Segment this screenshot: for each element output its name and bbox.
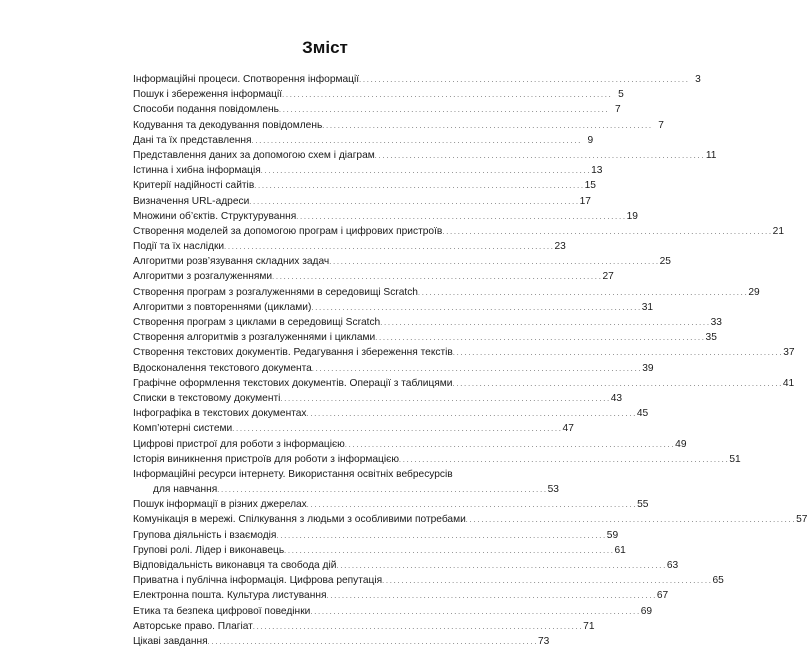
- toc-entry-title: Створення програм з розгалуженнями в середовищі Scratch: [133, 286, 418, 298]
- toc-page-number: 19: [626, 210, 638, 222]
- toc-dot-leader: [307, 497, 636, 513]
- toc-entry-title: Групова діяльність і взаємодія: [133, 529, 277, 541]
- toc-dot-leader: [253, 619, 582, 635]
- toc-entry-title: Події та їх наслідки: [133, 241, 225, 253]
- toc-dot-leader: [282, 87, 611, 103]
- toc-entry-title: Вдосконалення текстового документа: [133, 362, 312, 374]
- toc-entry: [133, 437, 687, 452]
- toc-page-number: 25: [659, 256, 671, 268]
- toc-dot-leader: [217, 482, 546, 498]
- toc-page-number: 35: [705, 332, 717, 344]
- toc-page-number: 7: [614, 104, 621, 116]
- toc-entry: [133, 254, 671, 269]
- toc-entry-title: Алгоритми з розгалуженнями: [133, 271, 273, 283]
- toc-entry: [133, 178, 596, 193]
- toc-page-number: 3: [695, 74, 701, 85]
- toc-entry-title: Комп’ютерні системи: [133, 423, 233, 435]
- toc-entry: [133, 497, 649, 512]
- toc-entry-title: для навчання: [153, 484, 218, 496]
- toc-dot-leader: [307, 406, 636, 422]
- toc-dot-leader: [336, 558, 665, 574]
- toc-page-number: 47: [562, 423, 574, 435]
- toc-entry: [133, 558, 679, 573]
- toc-entry-title: Способи подання повідомлень: [133, 104, 279, 116]
- toc-dot-leader: [418, 285, 747, 301]
- toc-entry-title: Кодування та декодування повідомлень: [133, 119, 323, 131]
- toc-page-number: 13: [591, 165, 603, 177]
- toc-page-number: 57: [796, 514, 807, 526]
- toc-dot-leader: [453, 376, 782, 392]
- toc-page-number: 69: [640, 605, 653, 617]
- toc-entry-title: Створення алгоритмів з розгалуженнями і циклами: [133, 332, 376, 344]
- toc-entry: [133, 619, 595, 634]
- table-of-contents: [133, 72, 807, 649]
- toc-entry-title: Графічне оформлення текстових документів. Операції з таблицями: [133, 377, 453, 389]
- toc-entry-title: Відповідальність виконавця та свобода дій: [133, 560, 337, 571]
- toc-entry: [133, 588, 669, 603]
- toc-dot-leader: [345, 437, 674, 453]
- toc-entry: [133, 543, 626, 558]
- toc-entry: [133, 573, 724, 588]
- toc-page-number: 39: [642, 362, 654, 374]
- toc-page-number: 67: [656, 590, 669, 602]
- toc-page-number: 51: [729, 453, 741, 465]
- toc-entry-title: Авторське право. Плагіат: [133, 620, 253, 632]
- toc-entry-title: Інформаційні процеси. Спотворення інформації: [133, 74, 360, 85]
- toc-dot-leader: [442, 224, 771, 240]
- toc-entry: [133, 604, 653, 619]
- toc-entry-title: Створення моделей за допомогою програм і цифрових пристроїв: [133, 225, 443, 237]
- toc-entry: [133, 406, 649, 421]
- toc-page-number: 37: [783, 347, 795, 359]
- toc-dot-leader: [322, 118, 651, 134]
- toc-entry-title: Визначення URL-адреси: [133, 195, 250, 207]
- toc-entry: [133, 452, 741, 467]
- toc-dot-leader: [375, 330, 704, 346]
- toc-entry: [133, 512, 807, 527]
- toc-entry-title: Критерії надійності сайтів: [133, 180, 255, 192]
- toc-dot-leader: [249, 194, 578, 210]
- toc-dot-leader: [261, 163, 590, 179]
- toc-entry: [133, 285, 760, 300]
- toc-page-number: 63: [666, 560, 679, 571]
- toc-dot-leader: [310, 604, 639, 620]
- toc-dot-leader: [375, 148, 704, 164]
- toc-entry-title: Цікаві завдання: [133, 635, 208, 647]
- toc-dot-leader: [280, 391, 609, 407]
- toc-dot-leader: [254, 178, 583, 194]
- toc-entry-title: Комунікація в мережі. Спілкування з людьми з особливими потребами: [133, 514, 466, 526]
- toc-page-number: 65: [712, 575, 724, 587]
- toc-entry: [133, 634, 550, 649]
- toc-entry-title: Електронна пошта. Культура листування: [133, 590, 327, 602]
- toc-page-number: 11: [705, 149, 717, 161]
- toc-dot-leader: [296, 209, 625, 225]
- toc-dot-leader: [329, 254, 658, 270]
- toc-entry: [133, 482, 559, 497]
- toc-dot-leader: [276, 528, 605, 544]
- toc-entry: [133, 72, 701, 87]
- toc-entry: [133, 528, 619, 543]
- toc-dot-leader: [380, 315, 709, 331]
- toc-entry: [133, 163, 603, 178]
- toc-entry: [133, 391, 623, 406]
- toc-page-number: 61: [614, 544, 626, 556]
- toc-entry-title: Представлення даних за допомогою схем і діаграм: [133, 149, 375, 161]
- toc-page-number: 59: [606, 529, 619, 541]
- toc-page-number: 5: [618, 89, 624, 101]
- toc-dot-leader: [272, 269, 601, 285]
- toc-dot-leader: [399, 452, 728, 468]
- toc-entry-title: Групові ролі. Лідер і виконавець: [133, 544, 285, 556]
- toc-entry: [133, 209, 638, 224]
- toc-entry-title: Дані та їх представлення: [133, 134, 252, 146]
- toc-entry: [133, 315, 722, 330]
- toc-entry-title: Списки в текстовому документі: [133, 392, 281, 404]
- toc-page-number: 17: [579, 195, 591, 207]
- toc-page-number: 9: [587, 134, 594, 146]
- toc-entry-title: Створення текстових документів. Редагування і збереження текстів: [133, 347, 453, 359]
- toc-dot-leader: [284, 543, 613, 559]
- toc-page-number: 43: [610, 392, 623, 404]
- page-title: Зміст: [302, 38, 348, 57]
- toc-page-number: 7: [658, 119, 664, 131]
- toc-page-number: 73: [538, 635, 550, 647]
- toc-page-number: 45: [636, 408, 649, 420]
- toc-entry: [133, 194, 591, 209]
- toc-entry-title: Інформаційні ресурси інтернету. Використання освітніх вебресурсів: [133, 468, 453, 480]
- toc-entry-title: Етика та безпека цифрової поведінки: [133, 605, 311, 617]
- toc-page-number: 49: [675, 438, 687, 450]
- toc-entry-title: Приватна і публічна інформація. Цифрова репутація: [133, 575, 383, 587]
- toc-entry-title: Пошук і збереження інформації: [133, 89, 283, 101]
- toc-page-number: 27: [602, 271, 614, 283]
- toc-entry-title: Алгоритми розв’язування складних задач: [133, 256, 330, 268]
- toc-dot-leader: [279, 102, 608, 118]
- toc-entry: [133, 421, 574, 436]
- toc-entry: [133, 467, 491, 482]
- toc-dot-leader: [359, 72, 688, 88]
- toc-entry-title: Множини об’єктів. Структурування: [133, 210, 297, 222]
- toc-entry: [133, 361, 654, 376]
- toc-entry-title: Істинна і хибна інформація: [133, 165, 261, 177]
- toc-dot-leader: [208, 634, 537, 650]
- toc-page-number: 21: [772, 225, 785, 237]
- toc-page-number: 55: [637, 499, 649, 511]
- toc-dot-leader: [466, 512, 795, 528]
- toc-dot-leader: [232, 421, 561, 437]
- toc-entry-title: Інфографіка в текстових документах: [133, 408, 307, 420]
- toc-dot-leader: [252, 133, 581, 149]
- toc-dot-leader: [382, 573, 711, 589]
- toc-entry: [133, 87, 624, 102]
- toc-dot-leader: [312, 361, 641, 377]
- toc-entry: [133, 102, 621, 117]
- toc-dot-leader: [453, 345, 782, 361]
- toc-page-number: 31: [641, 301, 654, 313]
- toc-entry-title: Пошук інформації в різних джерелах: [133, 499, 307, 511]
- toc-dot-leader: [311, 300, 640, 316]
- toc-page-number: 71: [583, 620, 595, 632]
- toc-entry-title: Історія виникнення пристроїв для роботи з інформацією: [133, 453, 399, 465]
- toc-entry: [133, 118, 664, 133]
- toc-entry: [133, 269, 614, 284]
- toc-page-number: 53: [547, 484, 559, 496]
- toc-entry-title: Алгоритми з повтореннями (циклами): [133, 301, 312, 313]
- toc-dot-leader: [224, 239, 553, 255]
- toc-page-number: 15: [584, 180, 596, 192]
- toc-entry-title: Цифрові пристрої для роботи з інформацією: [133, 438, 345, 450]
- toc-entry: [133, 376, 795, 391]
- toc-entry: [133, 224, 785, 239]
- toc-page-number: 33: [710, 317, 722, 328]
- toc-entry: [133, 345, 795, 360]
- toc-entry: [133, 148, 717, 163]
- toc-page-number: 23: [554, 241, 566, 253]
- toc-entry-title: Створення програм з циклами в середовищі Scratch: [133, 317, 381, 328]
- toc-dot-leader: [326, 588, 655, 604]
- toc-page-number: 41: [782, 377, 795, 389]
- toc-entry: [133, 300, 654, 315]
- toc-entry: [133, 239, 566, 254]
- toc-page-number: 29: [748, 286, 760, 298]
- toc-entry: [133, 133, 594, 148]
- toc-entry: [133, 330, 717, 345]
